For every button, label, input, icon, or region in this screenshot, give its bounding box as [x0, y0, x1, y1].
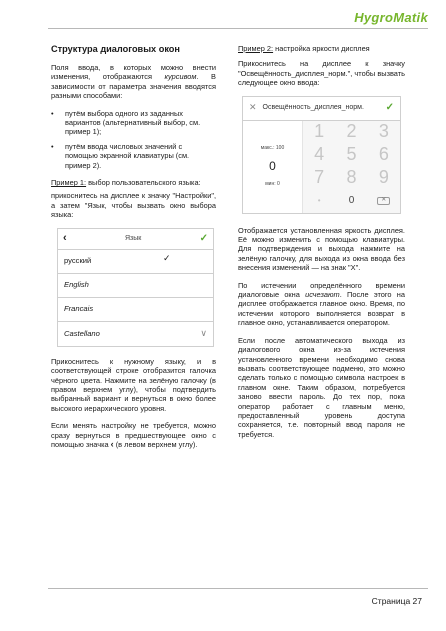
key-4[interactable]: 4 — [314, 144, 325, 165]
language-option-french[interactable]: Francais — [58, 298, 213, 322]
selected-check-icon: ✓ — [163, 252, 171, 263]
example2-description: Прикоснитесь на дисплее к значку "Освещённость_дисплея_норм.", чтобы вызвать следующее окно ввода: — [238, 59, 405, 88]
right-column — [238, 44, 405, 447]
confirm-check-icon[interactable]: ✓ — [385, 102, 394, 114]
footer-rule — [48, 588, 428, 589]
example1-caption: Пример 1: выбор пользовательского языка: — [51, 178, 201, 188]
language-panel-title: Язык — [124, 234, 142, 242]
brand-logo: HygroMatik — [354, 10, 428, 25]
keypad-body — [243, 121, 400, 213]
key-backspace[interactable] — [368, 190, 400, 213]
key-7[interactable]: 7 — [314, 167, 325, 188]
list-item: • путём выбора одного из заданных вариантов (альтернативный выбор, см. пример 1); — [51, 108, 201, 137]
key-3[interactable]: 3 — [378, 121, 389, 142]
key-0[interactable]: 0 — [348, 195, 355, 207]
language-panel-header — [58, 229, 213, 250]
header-rule — [48, 28, 428, 29]
page-number: Страница 27 — [371, 596, 422, 606]
key-decimal[interactable]: • — [317, 196, 321, 206]
language-select-panel — [57, 228, 214, 347]
min-label: мин: 0 — [265, 181, 280, 188]
password-paragraph: Если после автоматического выхода из диалогового окна из-за истечения установленного времени необходимо снова вызвать соответствующее подменю, это можно сделать только с помощью символа настроек в главном окне. Таким образом, потребуется заново ввести пароль. До тех пор, пока оператор работает с главным меню, предоставленный уровень доступа сохраняется, т.е. повторный ввод пароля не требуется. — [238, 335, 405, 439]
example1-description: прикоснитесь на дисплее к значку "Настройки", а затем "Язык, чтобы вызвать окно выбора языка: — [51, 191, 216, 220]
max-label: макс.: 100 — [260, 144, 285, 151]
brightness-paragraph: Отображается установленная яркость дисплея. Её можно изменить с помощью клавиатуры. Для подтверждения и выхода нажмите на зелёную галочку, для выхода из окна ввода без внесения изменений — на знак "X". — [238, 225, 405, 273]
close-icon[interactable]: ✕ — [249, 102, 257, 113]
example2-caption: Пример 2: настройка яркости дисплея — [238, 44, 370, 53]
backspace-icon: ✕ — [377, 197, 390, 205]
key-1[interactable]: 1 — [314, 121, 325, 142]
back-chevron-icon: ‹ — [110, 438, 114, 449]
section-heading: Структура диалоговых окон — [51, 44, 180, 54]
language-option-english[interactable]: English — [58, 274, 213, 298]
current-value[interactable]: 0 — [269, 158, 276, 173]
key-8[interactable]: 8 — [346, 167, 357, 188]
input-methods-list — [51, 109, 216, 170]
value-display — [243, 121, 303, 213]
select-language-paragraph: Прикоснитесь к нужному языку, и в соответствующей строке отобразится галочка чёрного цвета. Нажмите на зелёную галочку (в правом верхнем углу), чтобы подтвердить выбранный вариант и вернуться в окно более высокого иерархического уровня. — [51, 356, 216, 413]
intro-paragraph: Поля ввода, в которых можно внести изменения, отображаются курсивом. В зависимости от параметра значения вводятся разными способами: — [51, 63, 216, 101]
key-2[interactable]: 2 — [346, 121, 357, 142]
numeric-keypad — [303, 121, 400, 213]
keypad-title: Освещённость_дисплея_норм. — [262, 104, 364, 112]
back-paragraph: Если менять настройку не требуется, можно сразу вернуться в предшествующее окно с помощью значка ‹ (в левом верхнем углу). — [51, 421, 216, 449]
key-5[interactable]: 5 — [346, 144, 357, 165]
key-6[interactable]: 6 — [378, 144, 389, 165]
language-option-russian[interactable]: русский ✓ — [58, 250, 213, 274]
numeric-input-panel — [242, 96, 401, 214]
key-9[interactable]: 9 — [378, 167, 389, 188]
confirm-check-icon[interactable]: ✓ — [199, 232, 208, 244]
left-column — [51, 44, 216, 457]
keypad-header — [243, 97, 400, 121]
timeout-paragraph: По истечении определённого времени диалоговые окна исчезают. После этого на дисплее отображается главное окно. Время, по истечении которого выполняется возврат в главное окно, устанавливается оператором. — [238, 280, 405, 328]
scroll-down-chevron-icon[interactable]: ∨ — [200, 327, 207, 338]
back-chevron-icon[interactable]: ‹ — [63, 232, 67, 245]
language-option-spanish[interactable]: Castellano ∨ — [64, 327, 207, 338]
list-item: • путём ввода числовых значений с помощью экранной клавиатуры (см. пример 2). — [51, 141, 190, 170]
